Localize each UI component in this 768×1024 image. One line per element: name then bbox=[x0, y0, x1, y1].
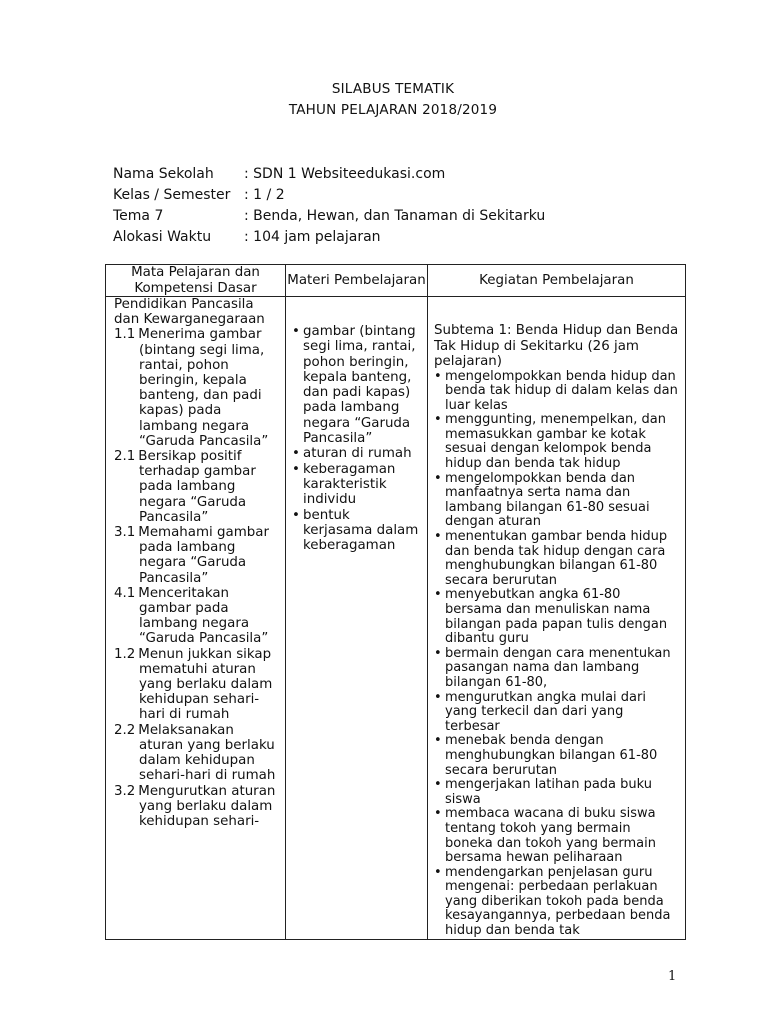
competency-item bbox=[114, 586, 279, 647]
competency-item bbox=[114, 784, 279, 830]
info-value: : Benda, Hewan, dan Tanaman di Sekitarku bbox=[244, 208, 546, 224]
info-row-school bbox=[113, 164, 545, 185]
activity-item: • mengelompokkan benda hidup dan benda tak hidup di dalam kelas dan luar kelas bbox=[434, 370, 681, 414]
table-row bbox=[106, 297, 686, 940]
info-row-class bbox=[113, 185, 545, 206]
info-label: Kelas / Semester bbox=[113, 187, 231, 203]
competency-number: 2.2 bbox=[114, 722, 136, 738]
activity-cell bbox=[428, 297, 686, 940]
competency-item bbox=[114, 525, 279, 586]
competency-number: 3.2 bbox=[114, 783, 136, 799]
document-title: SILABUS TEMATIK bbox=[331, 81, 455, 97]
activity-item: • menyebutkan angka 61-80 bersama dan menuliskan nama bilangan pada papan tulis dengan dibantu guru bbox=[434, 588, 681, 646]
competency-cell bbox=[106, 297, 286, 940]
info-row-theme bbox=[113, 206, 545, 227]
activity-item: • mendengarkan penjelasan guru mengenai: perbedaan perlakuan yang diberikan tokoh pada benda kesayangannya, perbedaan benda hidup dan benda tak bbox=[434, 866, 681, 939]
page-number: 1 bbox=[668, 969, 677, 984]
competency-number: 3.1 bbox=[114, 525, 136, 541]
competency-text: Menerima gambar (bintang segi lima, rantai, pohon beringin, kepala banteng, dan padi kapas) pada lambang negara “Garuda Pancasila” bbox=[138, 327, 269, 449]
activity-item: • mengelompokkan benda dan manfaatnya serta nama dan lambang bilangan 61-80 sesuai dengan aturan bbox=[434, 472, 681, 530]
table-header-row bbox=[106, 265, 686, 297]
material-item: • keberagaman karakteristik individu bbox=[292, 462, 423, 508]
info-value: : 1 / 2 bbox=[244, 187, 285, 203]
competency-item bbox=[114, 647, 279, 723]
competency-text: Memahami gambar pada lambang negara “Garuda Pancasila” bbox=[138, 525, 269, 586]
competency-number: 2.1 bbox=[114, 449, 136, 465]
info-value: : 104 jam pelajaran bbox=[244, 229, 381, 245]
competency-item bbox=[114, 327, 279, 449]
competency-item bbox=[114, 449, 279, 525]
activity-item: • bermain dengan cara menentukan pasangan nama dan lambang bilangan 61-80, bbox=[434, 647, 681, 691]
activity-item: • membaca wacana di buku siswa tentang tokoh yang bermain boneka dan tokoh yang bermain bersama hewan peliharaan bbox=[434, 807, 681, 865]
competency-text: Melaksanakan aturan yang berlaku dalam kehidupan sehari-hari di rumah bbox=[138, 722, 276, 784]
header-activity: Kegiatan Pembelajaran bbox=[428, 265, 686, 297]
activity-item: • mengerjakan latihan pada buku siswa bbox=[434, 778, 681, 807]
activity-item: • menebak benda dengan menghubungkan bilangan 61-80 secara berurutan bbox=[434, 734, 681, 778]
header-competency: Mata Pelajaran dan Kompetensi Dasar bbox=[106, 265, 286, 297]
competency-number: 1.2 bbox=[114, 646, 136, 662]
competency-number: 1.1 bbox=[114, 327, 136, 343]
competency-text: Bersikap positif terhadap gambar pada lambang negara “Garuda Pancasila” bbox=[138, 449, 256, 525]
info-value: : SDN 1 Websiteedukasi.com bbox=[244, 166, 446, 182]
competency-text: Menceritakan gambar pada lambang negara “Garuda Pancasila” bbox=[138, 585, 269, 647]
document-subtitle: TAHUN PELAJARAN 2018/2019 bbox=[288, 102, 498, 118]
activity-item: • menentukan gambar benda hidup dan benda tak hidup dengan cara menghubungkan bilangan 61-80 secara berurutan bbox=[434, 530, 681, 588]
material-item: • aturan di rumah bbox=[292, 446, 423, 461]
info-label: Tema 7 bbox=[113, 208, 164, 224]
subject-name: Pendidikan Pancasila dan Kewarganegaraan bbox=[114, 297, 265, 328]
info-row-time bbox=[113, 227, 545, 248]
syllabus-table bbox=[105, 264, 686, 940]
competency-number: 4.1 bbox=[114, 585, 136, 601]
activity-item: • mengurutkan angka mulai dari yang terkecil dan dari yang terbesar bbox=[434, 691, 681, 735]
subtheme-title: Subtema 1: Benda Hidup dan Benda Tak Hidup di Sekitarku (26 jam pelajaran) bbox=[434, 323, 679, 369]
material-list bbox=[292, 324, 423, 553]
competency-list bbox=[114, 327, 279, 829]
material-item: • gambar (bintang segi lima, rantai, pohon beringin, kepala banteng, dan padi kapas) pada lambang negara “Garuda Pancasila” bbox=[292, 324, 423, 446]
competency-text: Mengurutkan aturan yang berlaku dalam kehidupan sehari- bbox=[138, 783, 276, 829]
material-cell bbox=[286, 297, 428, 940]
info-label: Nama Sekolah bbox=[113, 166, 214, 182]
activity-list bbox=[434, 370, 681, 939]
info-label: Alokasi Waktu bbox=[113, 229, 212, 245]
material-item: • bentuk kerjasama dalam keberagaman bbox=[292, 508, 423, 554]
activity-item: • menggunting, menempelkan, dan memasukkan gambar ke kotak sesuai dengan kelompok benda hidup dan benda tak hidup bbox=[434, 413, 681, 471]
school-info bbox=[113, 164, 545, 248]
competency-item bbox=[114, 723, 279, 784]
header-material: Materi Pembelajaran bbox=[286, 265, 428, 297]
competency-text: Menun jukkan sikap mematuhi aturan yang berlaku dalam kehidupan sehari-hari di rumah bbox=[138, 646, 273, 723]
